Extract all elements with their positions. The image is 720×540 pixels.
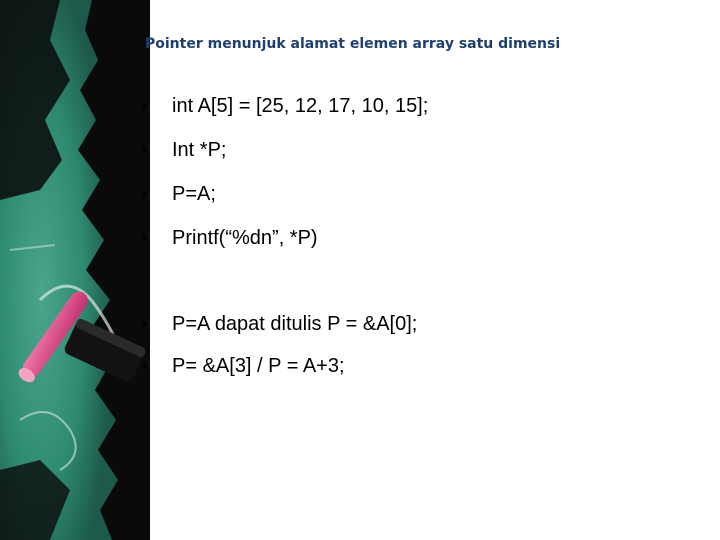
- bullet-text: Printf(“%dn”, *P): [172, 227, 318, 249]
- bullet-glyph: •: [142, 97, 148, 115]
- bullet-glyph: •: [142, 185, 148, 203]
- bullet-item: [142, 139, 226, 162]
- bullet-item: [142, 313, 417, 336]
- chalkboard-decoration: [0, 0, 150, 540]
- bullet-text: P= &A[3] / P = A+3;: [172, 355, 345, 377]
- slide-title: Pointer menunjuk alamat elemen array satu dimensi: [145, 36, 561, 52]
- bullet-list: [142, 0, 702, 540]
- bullet-text: P=A;: [172, 183, 216, 205]
- bullet-item: [142, 183, 216, 206]
- bullet-item: [142, 227, 318, 250]
- bullet-glyph: •: [142, 315, 148, 333]
- bullet-item: [142, 95, 428, 118]
- bullet-glyph: •: [142, 141, 148, 159]
- bullet-item: [142, 355, 345, 378]
- chalkboard-art: [0, 0, 150, 540]
- bullet-text: P=A dapat ditulis P = &A[0];: [172, 313, 418, 335]
- bullet-glyph: •: [142, 357, 148, 375]
- bullet-text: Int *P;: [172, 139, 227, 161]
- bullet-glyph: •: [142, 229, 148, 247]
- bullet-text: int A[5] = [25, 12, 17, 10, 15];: [172, 95, 429, 117]
